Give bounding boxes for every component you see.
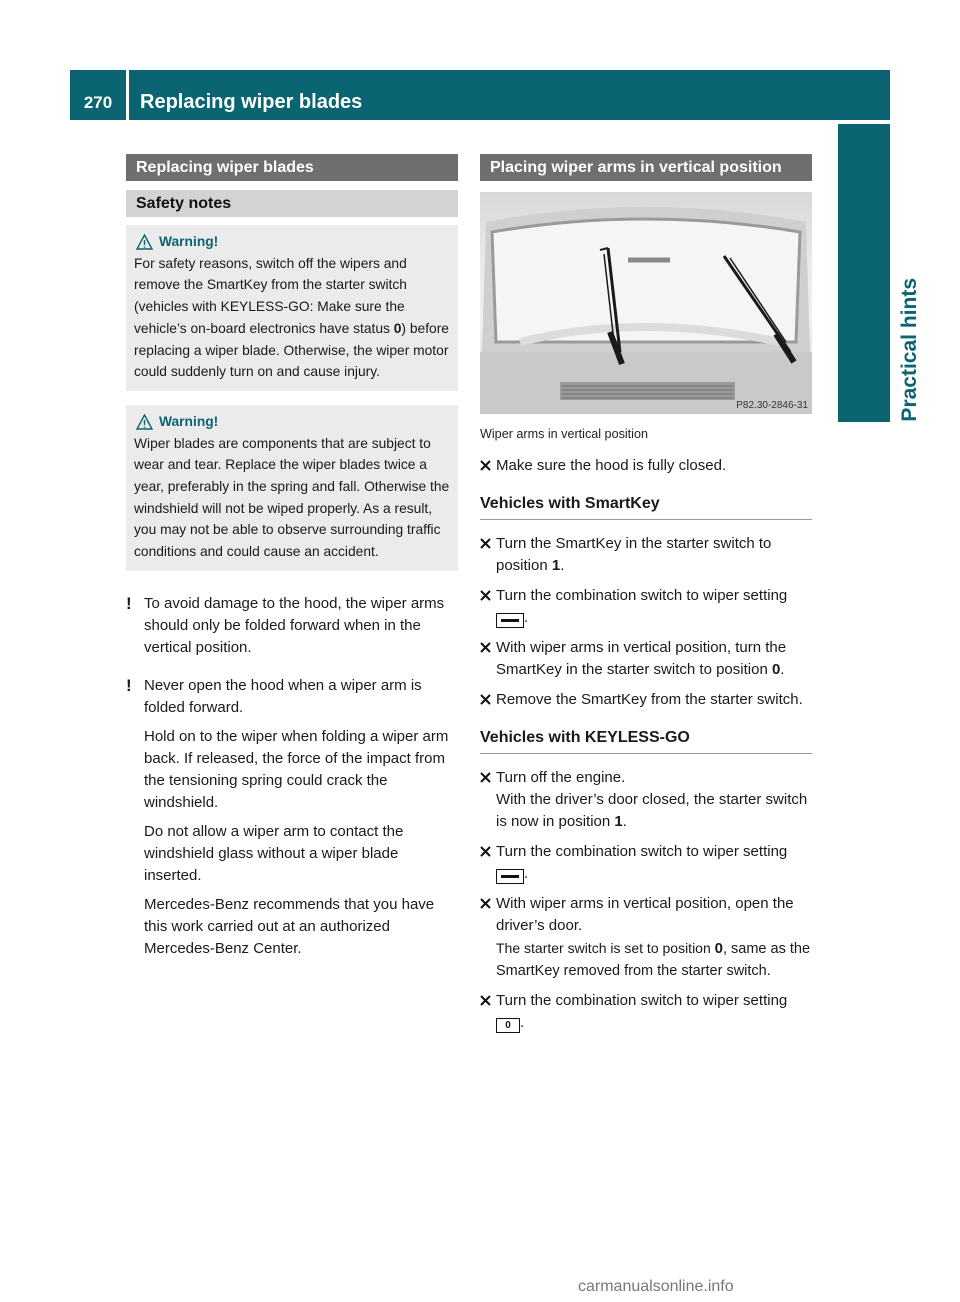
image-code: P82.30-2846-31 <box>736 400 808 411</box>
step-arrow-icon <box>480 846 491 857</box>
step-detail: The starter switch is set to position <box>496 940 715 956</box>
step-item <box>480 767 812 833</box>
step-arrow-icon <box>480 460 491 471</box>
note-paragraph: Mercedes-Benz recommends that you have this work carried out at an authorized Mercedes-Benz Center. <box>144 895 435 957</box>
step-arrow-icon <box>480 538 491 549</box>
warning-triangle-icon <box>136 414 153 430</box>
step-arrow-icon <box>480 590 491 601</box>
warning-heading <box>134 411 450 433</box>
step-arrow-icon <box>480 642 491 653</box>
warning-box <box>126 225 458 391</box>
subheading-smartkey: Vehicles with SmartKey <box>480 495 812 520</box>
step-detail-end: , same as the SmartKey removed from the starter switch. <box>496 941 811 979</box>
step-item <box>480 637 812 681</box>
step-text: Remove the SmartKey from the starter switch. <box>496 691 803 708</box>
chapter-label <box>895 124 925 422</box>
status-value: 0 <box>393 320 402 336</box>
warning-text <box>134 253 450 383</box>
warning-text-b: ) before replacing a wiper blade. Otherwise, the wiper motor could suddenly turn on and cause injury. <box>134 320 449 380</box>
warning-box <box>126 405 458 571</box>
note-paragraph: Hold on to the wiper when folding a wiper arm back. If released, the force of the impact from the tensioning spring could crack the windshield. <box>144 727 449 811</box>
position-value: 0 <box>771 661 781 678</box>
left-column <box>126 154 458 960</box>
warning-triangle-icon <box>136 234 153 250</box>
step-text: Make sure the hood is fully closed. <box>496 457 727 474</box>
caution-note <box>126 593 458 659</box>
step-item: Turn the combination switch to wiper setting . <box>480 841 812 885</box>
step-item <box>480 893 812 982</box>
step-text: Turn the combination switch to wiper setting <box>496 843 788 860</box>
wiper-setting-icon <box>496 869 524 884</box>
step-item <box>480 533 812 577</box>
step-item <box>480 689 812 711</box>
image-caption: Wiper arms in vertical position <box>480 427 648 441</box>
watermark: carmanualsonline.info <box>578 1278 734 1295</box>
section-title: Placing wiper arms in vertical position <box>480 154 812 181</box>
subsection-title: Safety notes <box>126 190 458 217</box>
header-divider <box>126 70 129 120</box>
note-text: To avoid damage to the hood, the wiper arms should only be folded forward when in the vertical position. <box>144 594 445 656</box>
step-detail: With the driver’s door closed, the starter switch is now in position <box>496 791 808 830</box>
page-number: 270 <box>83 93 113 112</box>
step-text: With wiper arms in vertical position, open the driver’s door. <box>496 895 794 934</box>
note-paragraph: Do not allow a wiper arm to contact the windshield glass without a wiper blade inserted. <box>144 822 404 884</box>
exclamation-icon: ! <box>126 675 132 695</box>
position-value: 0 <box>714 940 723 957</box>
exclamation-icon: ! <box>126 593 132 613</box>
warning-text-a: For safety reasons, switch off the wipers and remove the SmartKey from the starter switch (vehicles with KEYLESS-GO: Make sure the vehicle’s on-board electronics have status <box>134 255 407 336</box>
caution-note <box>126 675 458 960</box>
step-arrow-icon <box>480 995 491 1006</box>
warning-text: Wiper blades are components that are subject to wear and tear. Replace the wiper blades twice a year, preferably in the spring and fall. Otherwise the windshield will not be wiped properly. As a result, you may not be able to observe surrounding traffic conditions and could cause an accident. <box>134 435 450 560</box>
windshield-illustration <box>480 192 812 414</box>
subheading-keyless-go: Vehicles with KEYLESS-GO <box>480 729 812 754</box>
warning-heading <box>134 231 450 253</box>
step-arrow-icon <box>480 694 491 705</box>
step-text: Turn the combination switch to wiper setting <box>496 587 788 604</box>
side-tab <box>838 124 890 422</box>
warning-title: Warning! <box>159 413 219 429</box>
step-text-end: . <box>780 661 785 678</box>
step-text: With wiper arms in vertical position, turn the SmartKey in the starter switch to position <box>496 639 787 678</box>
warning-title: Warning! <box>159 234 219 249</box>
wiper-setting-icon <box>496 613 524 628</box>
step-text: Turn the SmartKey in the starter switch to position <box>496 535 772 574</box>
wiper-off-icon: 0 <box>496 1018 520 1033</box>
position-value: 1 <box>614 813 623 830</box>
wiper-photo <box>480 192 812 414</box>
step-item <box>480 455 812 477</box>
chapter-label-text: Practical hints <box>898 278 921 422</box>
step-arrow-icon <box>480 772 491 783</box>
position-value: 1 <box>551 557 561 574</box>
step-item: Turn the combination switch to wiper setting . <box>480 585 812 629</box>
step-text: Turn the combination switch to wiper setting <box>496 992 788 1009</box>
right-column <box>480 154 812 1034</box>
note-text: Never open the hood when a wiper arm is folded forward. <box>144 676 422 716</box>
step-arrow-icon <box>480 898 491 909</box>
page-title: Replacing wiper blades <box>140 91 363 113</box>
step-text-end: . <box>622 813 627 830</box>
section-title: Replacing wiper blades <box>126 154 458 181</box>
step-item: Turn the combination switch to wiper setting 0 . <box>480 990 812 1034</box>
step-text: Turn off the engine. <box>496 769 626 786</box>
step-text-end: . <box>560 557 565 574</box>
